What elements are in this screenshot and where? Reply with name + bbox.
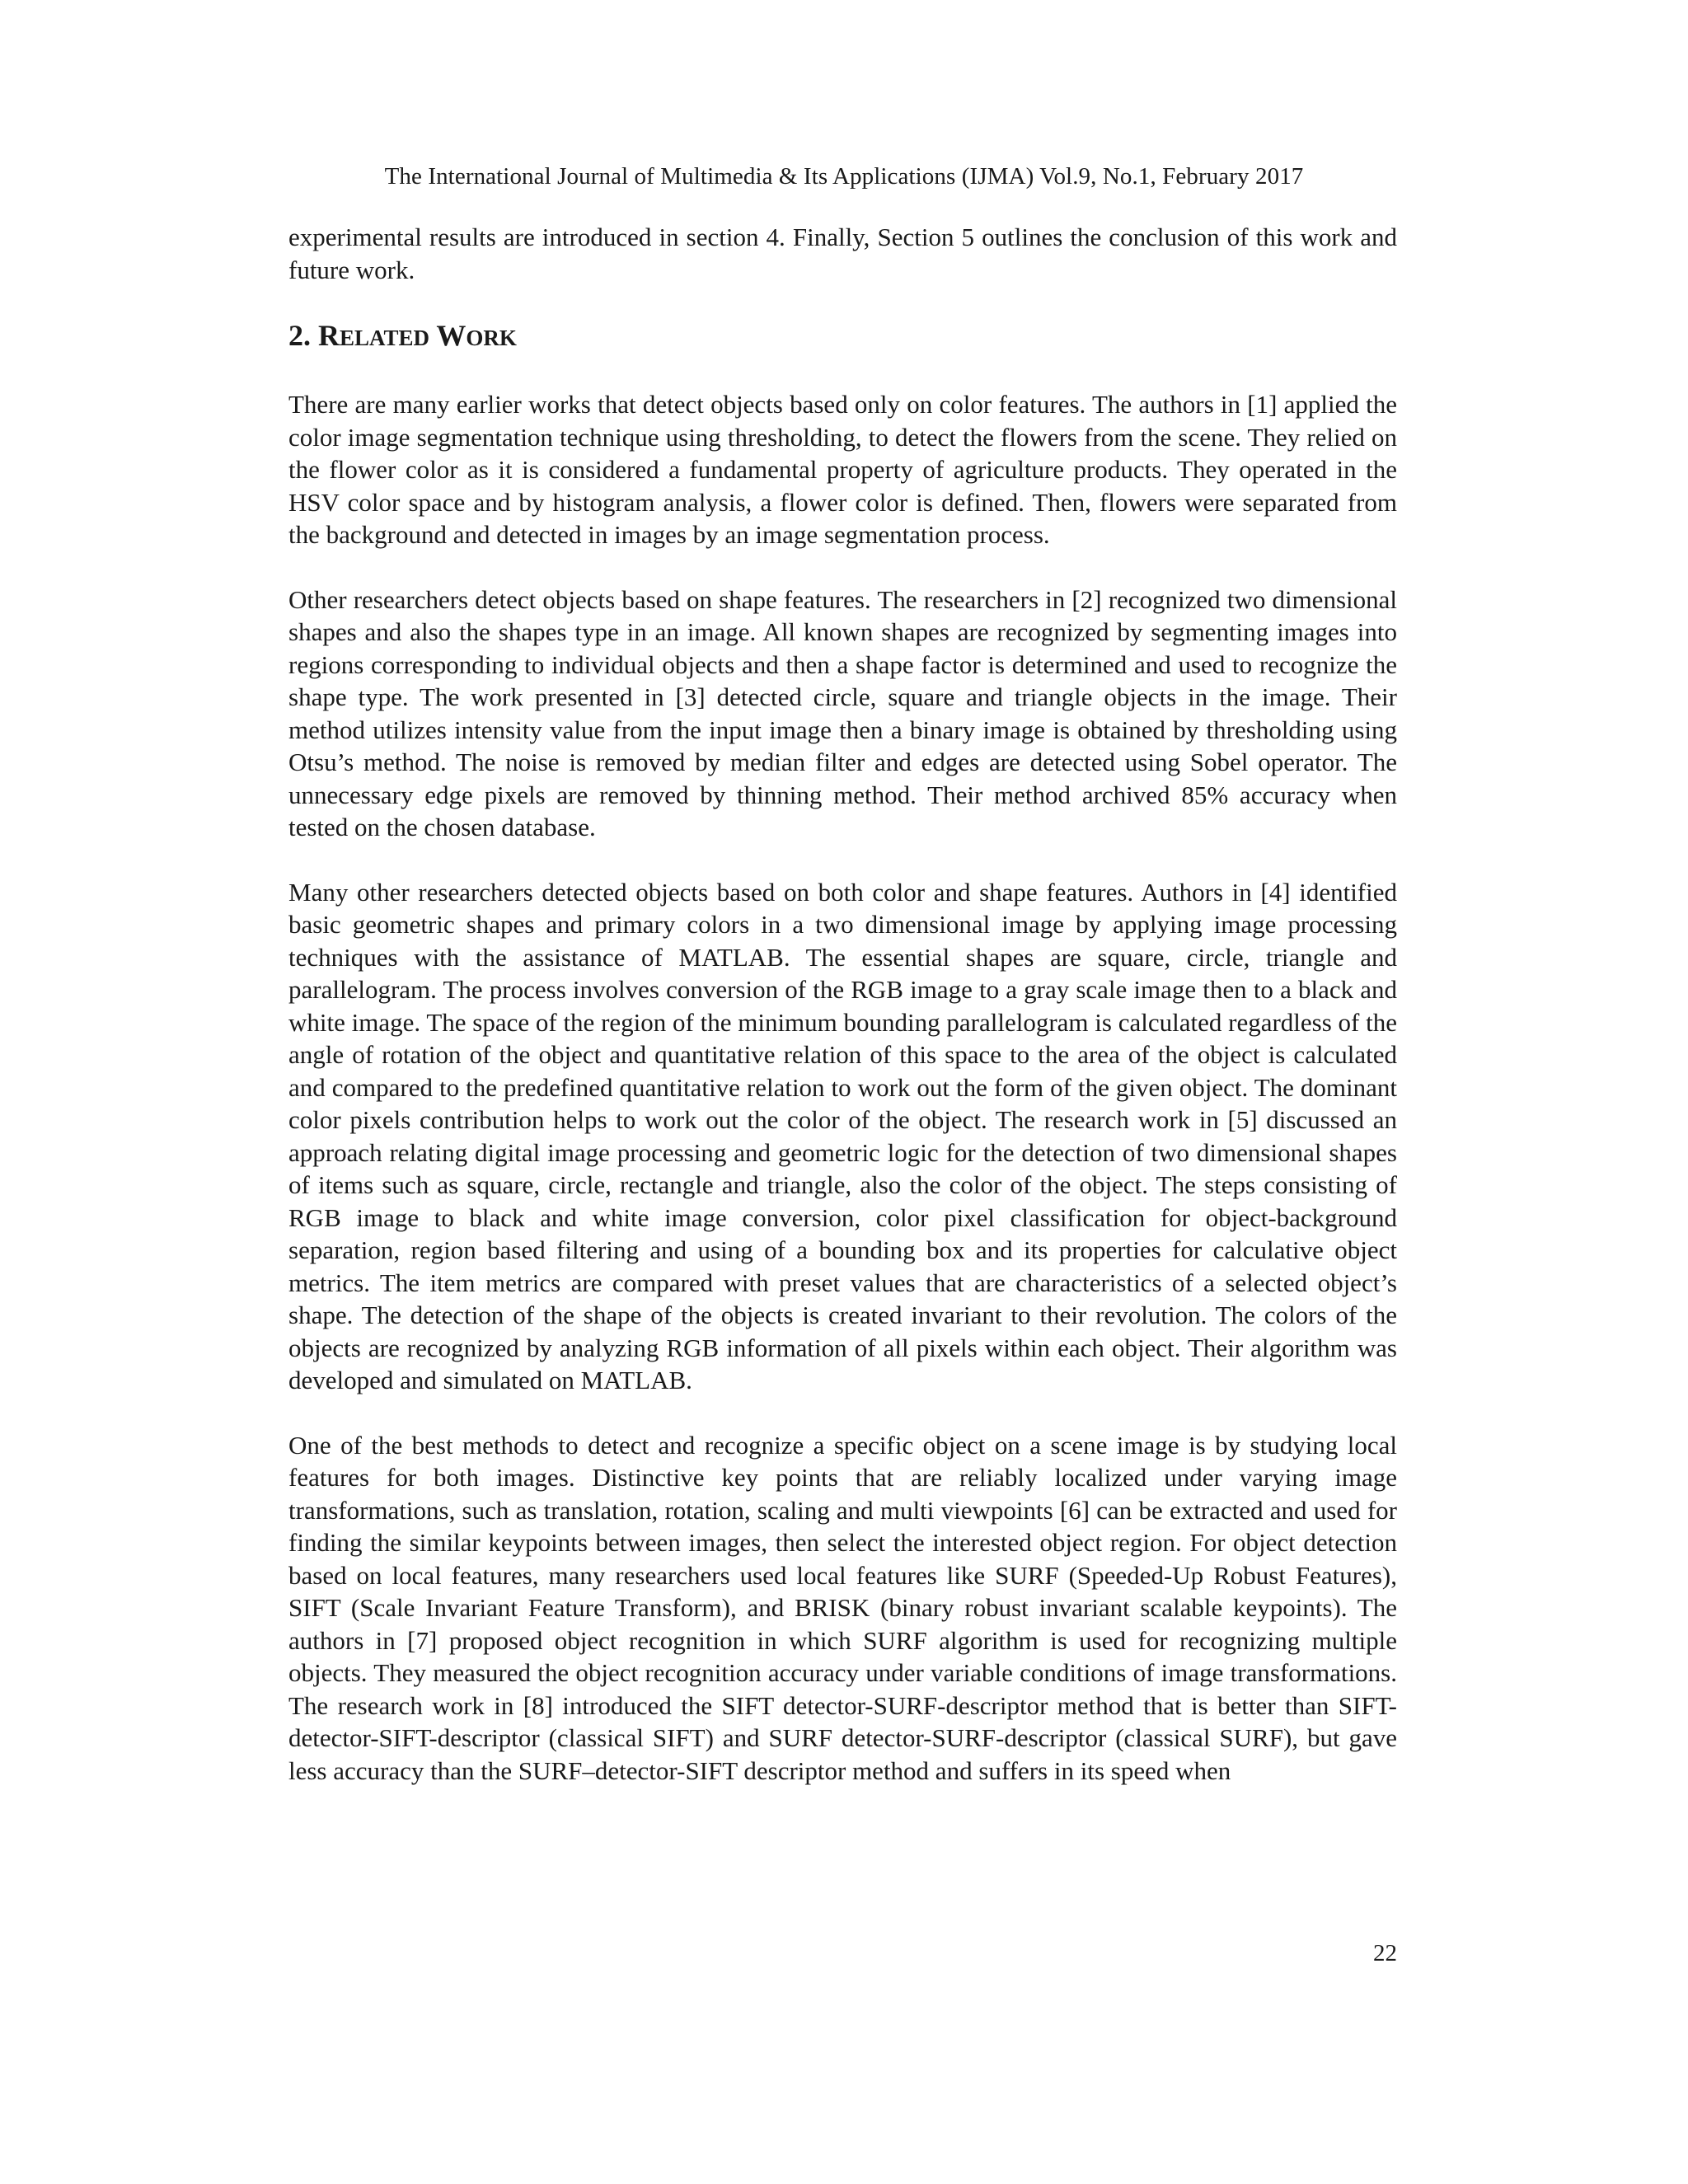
heading-initial-1: R (318, 319, 340, 352)
page-number: 22 (1373, 1940, 1397, 1966)
paragraph-color-features: There are many earlier works that detect objects based only on color features. The authors in [1] applied the color image segmentation technique using thresholding, to detect the flowers from the scene. They relied on the flower color as it is considered a fundamental property of agriculture products. They operated in the HSV color space and by histogram analysis, a flower color is defined. Then, flowers were separated from the background and detected in images by an image segmentation process. (288, 390, 1397, 549)
paragraph-local-features: One of the best methods to detect and recognize a specific object on a scene image is by studying local features for both images. Distinctive key points that are reliably localized under varying image transformations, such as translation, rotation, scaling and multi viewpoints [6] can be extracted and used for finding the similar keypoints between images, then select the interested object region. For object detection based on local features, many researchers used local features like SURF (Speeded-Up Robust Features), SIFT (Scale Invariant Feature Transform), and BRISK (binary robust invariant scalable keypoints). The authors in [7] proposed object recognition in which SURF algorithm is used for recognizing multiple objects. They measured the object recognition accuracy under variable conditions of image transformations. The research work in [8] introduced the SIFT detector-SURF-descriptor method that is better than SIFT-detector-SIFT-descriptor (classical SIFT) and SURF detector-SURF-descriptor (classical SURF), but gave less accuracy than the SURF–detector-SIFT descriptor method and suffers in its speed when (288, 1430, 1397, 1785)
section-number: 2. (288, 319, 311, 352)
paragraph-color-shape-features: Many other researchers detected objects based on both color and shape features. Authors in [4] identified basic geometric shapes and primary colors in a two dimensional image by applying image processing techniques with the assistance of MATLAB. The essential shapes are square, circle, triangle and parallelogram. The process involves conversion of the RGB image to a gray scale image then to a black and white image. The space of the region of the minimum bounding parallelogram is calculated regardless of the angle of rotation of the object and quantitative relation of this space to the area of the object is calculated and compared to the predefined quantitative relation to work out the form of the given object. The dominant color pixels contribution helps to work out the color of the object. The research work in [5] discussed an approach relating digital image processing and geometric logic for the detection of two dimensional shapes of items such as square, circle, rectangle and triangle, also the color of the object. The steps consisting of RGB image to black and white image conversion, color pixel classification for object-background separation, region based filtering and using of a bounding box and its properties for calculative object metrics. The item metrics are compared with preset values that are characteristics of a selected object’s shape. The detection of the shape of the objects is created invariant to their revolution. The colors of the objects are recognized by analyzing RGB information of all pixels within each object. Their algorithm was developed and simulated on MATLAB. (288, 877, 1397, 1394)
heading-rest-1: ELATED (340, 326, 430, 350)
body-text (288, 221, 1397, 1787)
heading-initial-2: W (436, 319, 467, 352)
section-heading (288, 317, 1397, 356)
intro-paragraph: experimental results are introduced in section 4. Finally, Section 5 outlines the conclusion of this work and future work. (288, 223, 1397, 284)
heading-rest-2: ORK (466, 326, 517, 350)
running-header: The International Journal of Multimedia & Its Applications (IJMA) Vol.9, No.1, February 2017 (384, 163, 1304, 190)
paragraph-shape-features: Other researchers detect objects based on shape features. The researchers in [2] recognized two dimensional shapes and also the shapes type in an image. All known shapes are recognized by segmenting images into regions corresponding to individual objects and then a shape factor is determined and used to recognize the shape type. The work presented in [3] detected circle, square and triangle objects in the image. Their method utilizes intensity value from the input image then a binary image is obtained by thresholding using Otsu’s method. The noise is removed by median filter and edges are detected using Sobel operator. The unnecessary edge pixels are removed by thinning method. Their method archived 85% accuracy when tested on the chosen database. (288, 584, 1397, 841)
